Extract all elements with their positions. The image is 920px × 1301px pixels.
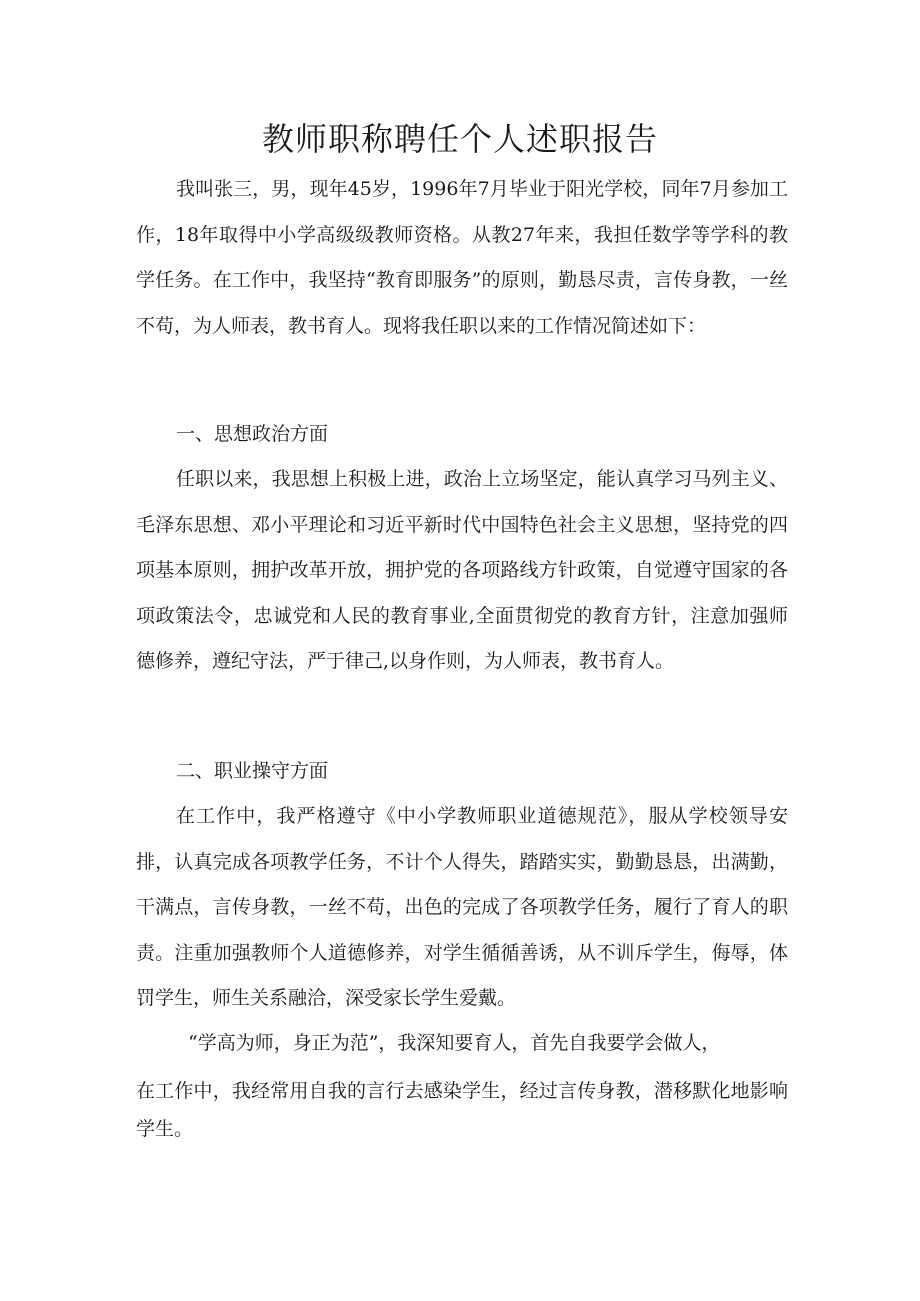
political-paragraph: 任职以来，我思想上积极上进，政治上立场坚定，能认真学习马列主义、毛泽东思想、邓小平理论和习近平新时代中国特色社会主义思想，坚持党的四项基本原则，拥护改革开放，拥护党的各项路线方针政策，自觉遵守国家的各项政策法令，忠诚党和人民的教育事业,全面贯彻党的教育方针，注意加强师德修养，遵纪守法，严于律己,以身作则，为人师表，教书育人。	[136, 468, 788, 672]
section-heading-ethics: 二、职业操守方面	[176, 760, 329, 782]
section-heading-political: 一、思想政治方面	[176, 423, 329, 445]
document-title: 教师职称聘任个人述职报告	[261, 120, 658, 158]
ethics-paragraph: 在工作中，我严格遵守《中小学教师职业道德规范》，服从学校领导安排，认真完成各项教学任务，不计个人得失，踏踏实实，勤勤恳恳，出满勤，干满点，言传身教，一丝不苟，出色的完成了各项教学任务，履行了育人的职责。注重加强教师个人道德修养，对学生循循善诱，从不训斥学生，侮辱，体罚学生，师生关系融洽，深受家长学生爱戴。	[136, 805, 788, 1009]
quote-continuation: 在工作中，我经常用自我的言行去感染学生，经过言传身教，潜移默化地影响学生。	[136, 1080, 788, 1140]
quote-line: “学高为师，身正为范”，我深知要育人，首先自我要学会做人，	[188, 1032, 721, 1054]
intro-paragraph: 我叫张三，男，现年45岁，1996年7月毕业于阳光学校，同年7月参加工作，18年取得中小学高级级教师资格。从教27年来，我担任数学等学科的教学任务。在工作中，我坚持“教育即服务”的原则，勤恳尽责，言传身教，一丝不苟，为人师表，教书育人。现将我任职以来的工作情况简述如下：	[136, 178, 788, 337]
